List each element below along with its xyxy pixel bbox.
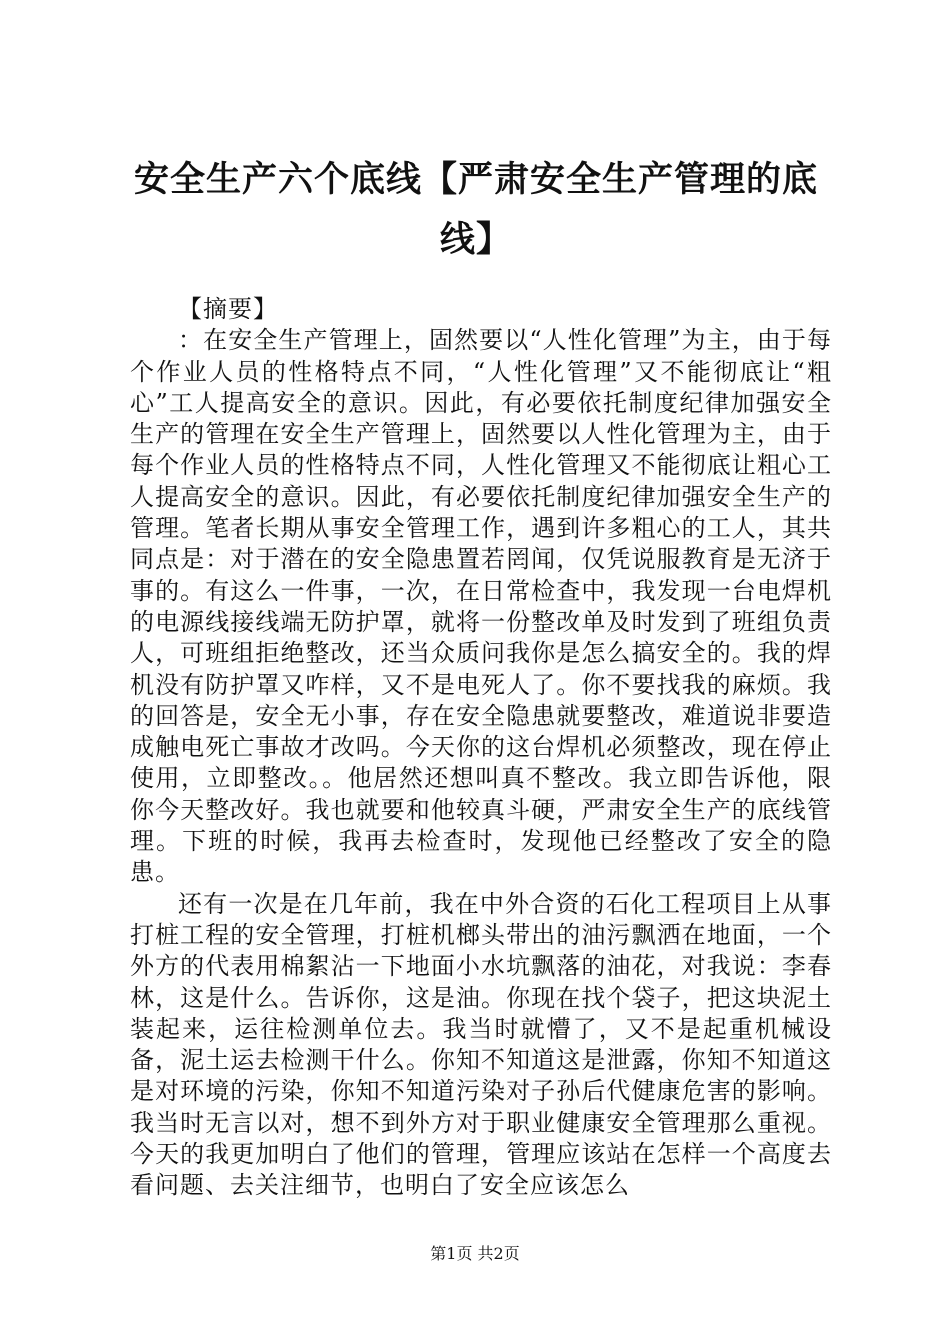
document-title: 安全生产六个底线【严肃安全生产管理的底线】	[133, 159, 818, 260]
page-footer: 第1页 共2页	[430, 1244, 520, 1263]
document-body	[130, 294, 832, 1202]
paragraph-2: 还有一次是在几年前，我在中外合资的石化工程项目上从事打桩工程的安全管理，打桩机榔头带出的油污飘洒在地面，一个外方的代表用棉絮沾一下地面小水坑飘落的油花，对我说：李春林，这是什么。告诉你，这是油。你现在找个袋子，把这块泥土装起来，运往检测单位去。我当时就懵了，又不是起重机械设备，泥土运去检测干什么。你知不知道这是泄露，你知不知道这是对环境的污染，你知不知道污染对子孙后代健康危害的影响。我当时无言以对，想不到外方对于职业健康安全管理那么重视。今天的我更加明白了他们的管理，管理应该站在怎样一个高度去看问题、去关注细节，也明白了安全应该怎么	[130, 889, 832, 1200]
abstract-label: 【摘要】	[178, 295, 278, 323]
paragraph-1: ：在安全生产管理上，固然要以“人性化管理”为主，由于每个作业人员的性格特点不同，“人性化管理”又不能彻底让“粗心”工人提高安全的意识。因此，有必要依托制度纪律加强安全生产的管理在安全生产管理上，固然要以人性化管理为主，由于每个作业人员的性格特点不同，人性化管理又不能彻底让粗心工人提高安全的意识。因此，有必要依托制度纪律加强安全生产的管理。笔者长期从事安全管理工作，遇到许多粗心的工人，其共同点是：对于潜在的安全隐患置若罔闻，仅凭说服教育是无济于事的。有这么一件事，一次，在日常检查中，我发现一台电焊机的电源线接线端无防护罩，就将一份整改单及时发到了班组负责人，可班组拒绝整改，还当众质问我你是怎么搞安全的。我的焊机没有防护罩又咋样，又不是电死人了。你不要找我的麻烦。我的回答是，安全无小事，存在安全隐患就要整改，难道说非要造成触电死亡事故才改吗。今天你的这台焊机必须整改，现在停止使用，立即整改。。他居然还想叫真不整改。我立即告诉他，限你今天整改好。我也就要和他较真斗硬，严肃安全生产的底线管理。下班的时候，我再去检查时，发现他已经整改了安全的隐患。	[130, 326, 832, 887]
